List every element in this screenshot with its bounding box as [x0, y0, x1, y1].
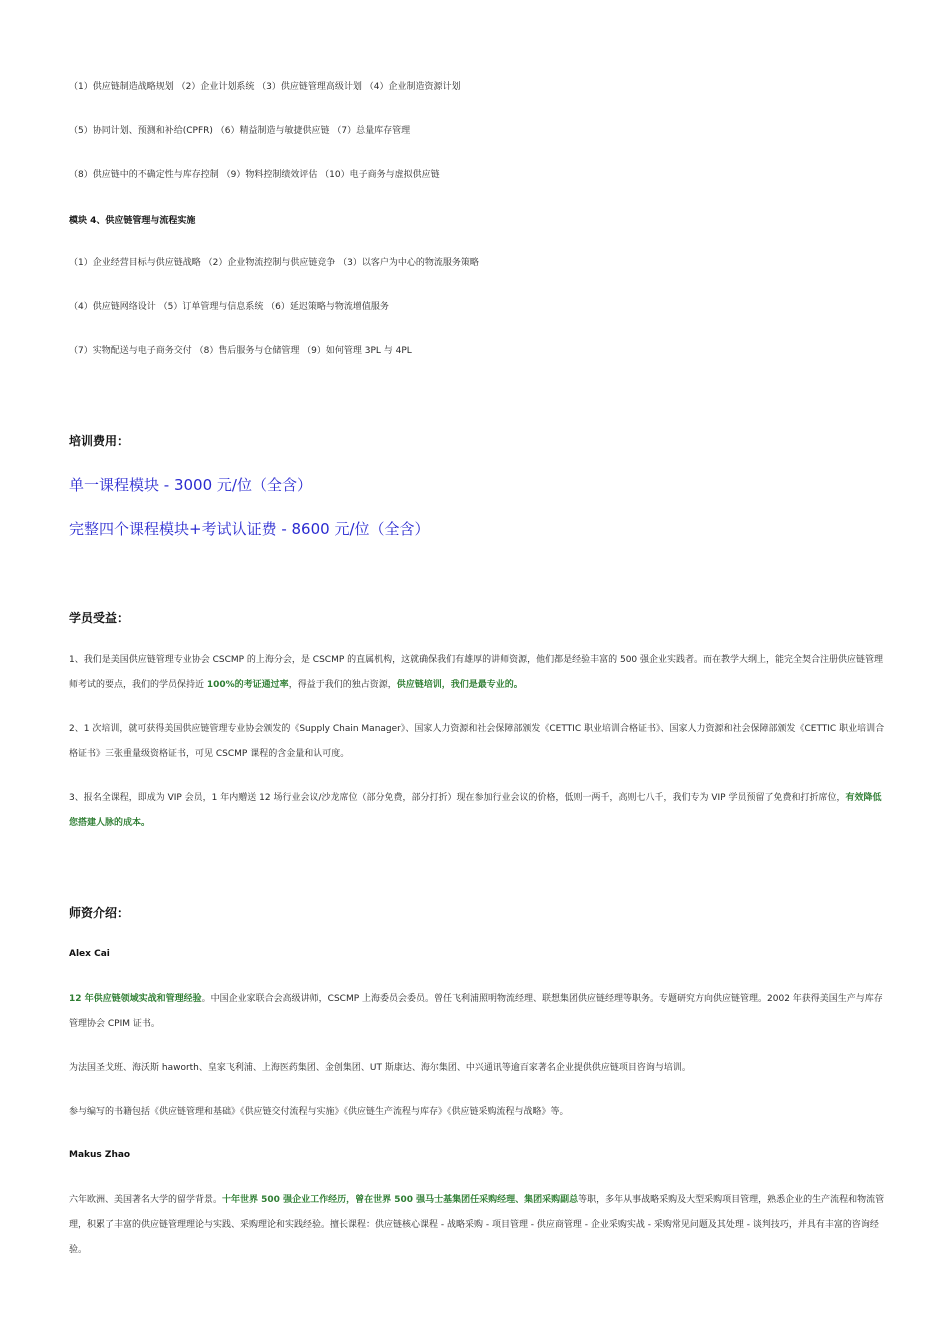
fee-full-course: 完整四个课程模块+考试认证费 - 8600 元/位（全含）: [69, 520, 430, 538]
module4-line-2: （4）供应链网络设计 （5）订单管理与信息系统 （6）延迟策略与物流增值服务: [69, 302, 389, 312]
teacher-1-paragraph-3: 参与编写的书籍包括《供应链管理和基础》《供应链交付流程与实施》《供应链生产流程与库存》《供应链采购流程与战略》等。: [69, 1107, 569, 1117]
benefit-3-highlight: 有效降低您搭建人脉的成本。: [69, 793, 882, 828]
module4-title: 模块 4、供应链管理与流程实施: [69, 216, 196, 226]
module4-line-3: （7）实物配送与电子商务交付 （8）售后服务与仓储管理 （9）如何管理 3PL 与 4PL: [69, 346, 412, 356]
teacher-2-name: Makus Zhao: [69, 1150, 131, 1160]
module3-line-3: （8）供应链中的不确定性与库存控制 （9）物料控制绩效评估 （10）电子商务与虚拟供应链: [69, 170, 440, 180]
teacher-2-text-b: 等职，多年从事战略采购及大型采购项目管理，熟悉企业的生产流程和物流管理，积累了丰富的供应链管理理论与实践、采购理论和实践经验。擅长课程：供应链核心课程 - 战略采购 - 项目管理 - 供应商管理 - 企业采购实战 - 采购常见问题及其处理 - 谈判技巧，并具有丰富的咨询经验。: [69, 1195, 885, 1255]
teachers-title: 师资介绍：: [69, 906, 130, 920]
teacher-1-name: Alex Cai: [69, 949, 110, 959]
benefit-3-text: 3、报名全课程，即成为 VIP 会员，1 年内赠送 12 场行业会议/沙龙席位（部分免费，部分打折）现在参加行业会议的价格，低则一两千，高则七八千，我们专为 VIP 学员预留了免费和打折席位，: [69, 793, 846, 803]
benefit-paragraph-1: [69, 648, 889, 698]
teacher-1-text: 。中国企业家联合会高级讲师，CSCMP 上海委员会委员。曾任飞利浦照明物流经理、联想集团供应链经理等职务。专题研究方向供应链管理。2002 年获得美国生产与库存管理协会 CPIM 证书。: [69, 994, 883, 1029]
module3-line-1: （1）供应链制造战略规划 （2）企业计划系统 （3）供应链管理高级计划 （4）企业制造资源计划: [69, 82, 461, 92]
benefit-1-text-a: 1、我们是美国供应链管理专业协会 CSCMP 的上海分会，是 CSCMP 的直属机构，这就确保我们有雄厚的讲师资源，他们都是经验丰富的 500 强企业实践者。而在教学大纲上，能完全契合注册供应链管理师考试的要点，我们的学员保持近: [69, 655, 884, 690]
teacher-1-highlight: 12 年供应链领域实战和管理经验: [69, 994, 202, 1004]
teacher-2-paragraph-1: [69, 1188, 889, 1263]
module4-line-1: （1）企业经营目标与供应链战略 （2）企业物流控制与供应链竞争 （3）以客户为中心的物流服务策略: [69, 258, 479, 268]
fee-single-module: 单一课程模块 - 3000 元/位（全含）: [69, 476, 312, 494]
benefit-1-text-b: ，得益于我们的独占资源，: [288, 680, 397, 690]
benefit-2-text: 2、1 次培训，就可获得美国供应链管理专业协会颁发的《Supply Chain Manager》、国家人力资源和社会保障部颁发《CETTIC 职业培训合格证书》、国家人力资源和社会保障部颁发《CETTIC 职业培训合格证书》三张重量级资格证书，可见 CSCMP 课程的含金量和认可度。: [69, 724, 885, 759]
teacher-2-text-a: 六年欧洲、美国著名大学的留学背景。: [69, 1195, 223, 1205]
fees-title: 培训费用：: [69, 434, 130, 448]
benefit-1-highlight-professional: 供应链培训，我们是最专业的。: [396, 680, 523, 690]
benefit-paragraph-2: [69, 717, 889, 767]
teacher-2-highlight: 十年世界 500 强企业工作经历，曾在世界 500 强马士基集团任采购经理、集团采购副总: [222, 1195, 579, 1205]
benefits-title: 学员受益：: [69, 611, 130, 625]
teacher-1-paragraph-1: [69, 987, 889, 1037]
benefit-1-highlight-pass-rate: 100%的考证通过率: [206, 680, 289, 690]
benefit-paragraph-3: [69, 786, 889, 836]
teacher-1-paragraph-2: 为法国圣戈班、海沃斯 haworth、皇家飞利浦、上海医药集团、金创集团、UT 斯康达、海尔集团、中兴通讯等逾百家著名企业提供供应链项目咨询与培训。: [69, 1063, 691, 1073]
module3-line-2: （5）协同计划、预测和补给(CPFR) （6）精益制造与敏捷供应链 （7）总量库存管理: [69, 126, 411, 136]
